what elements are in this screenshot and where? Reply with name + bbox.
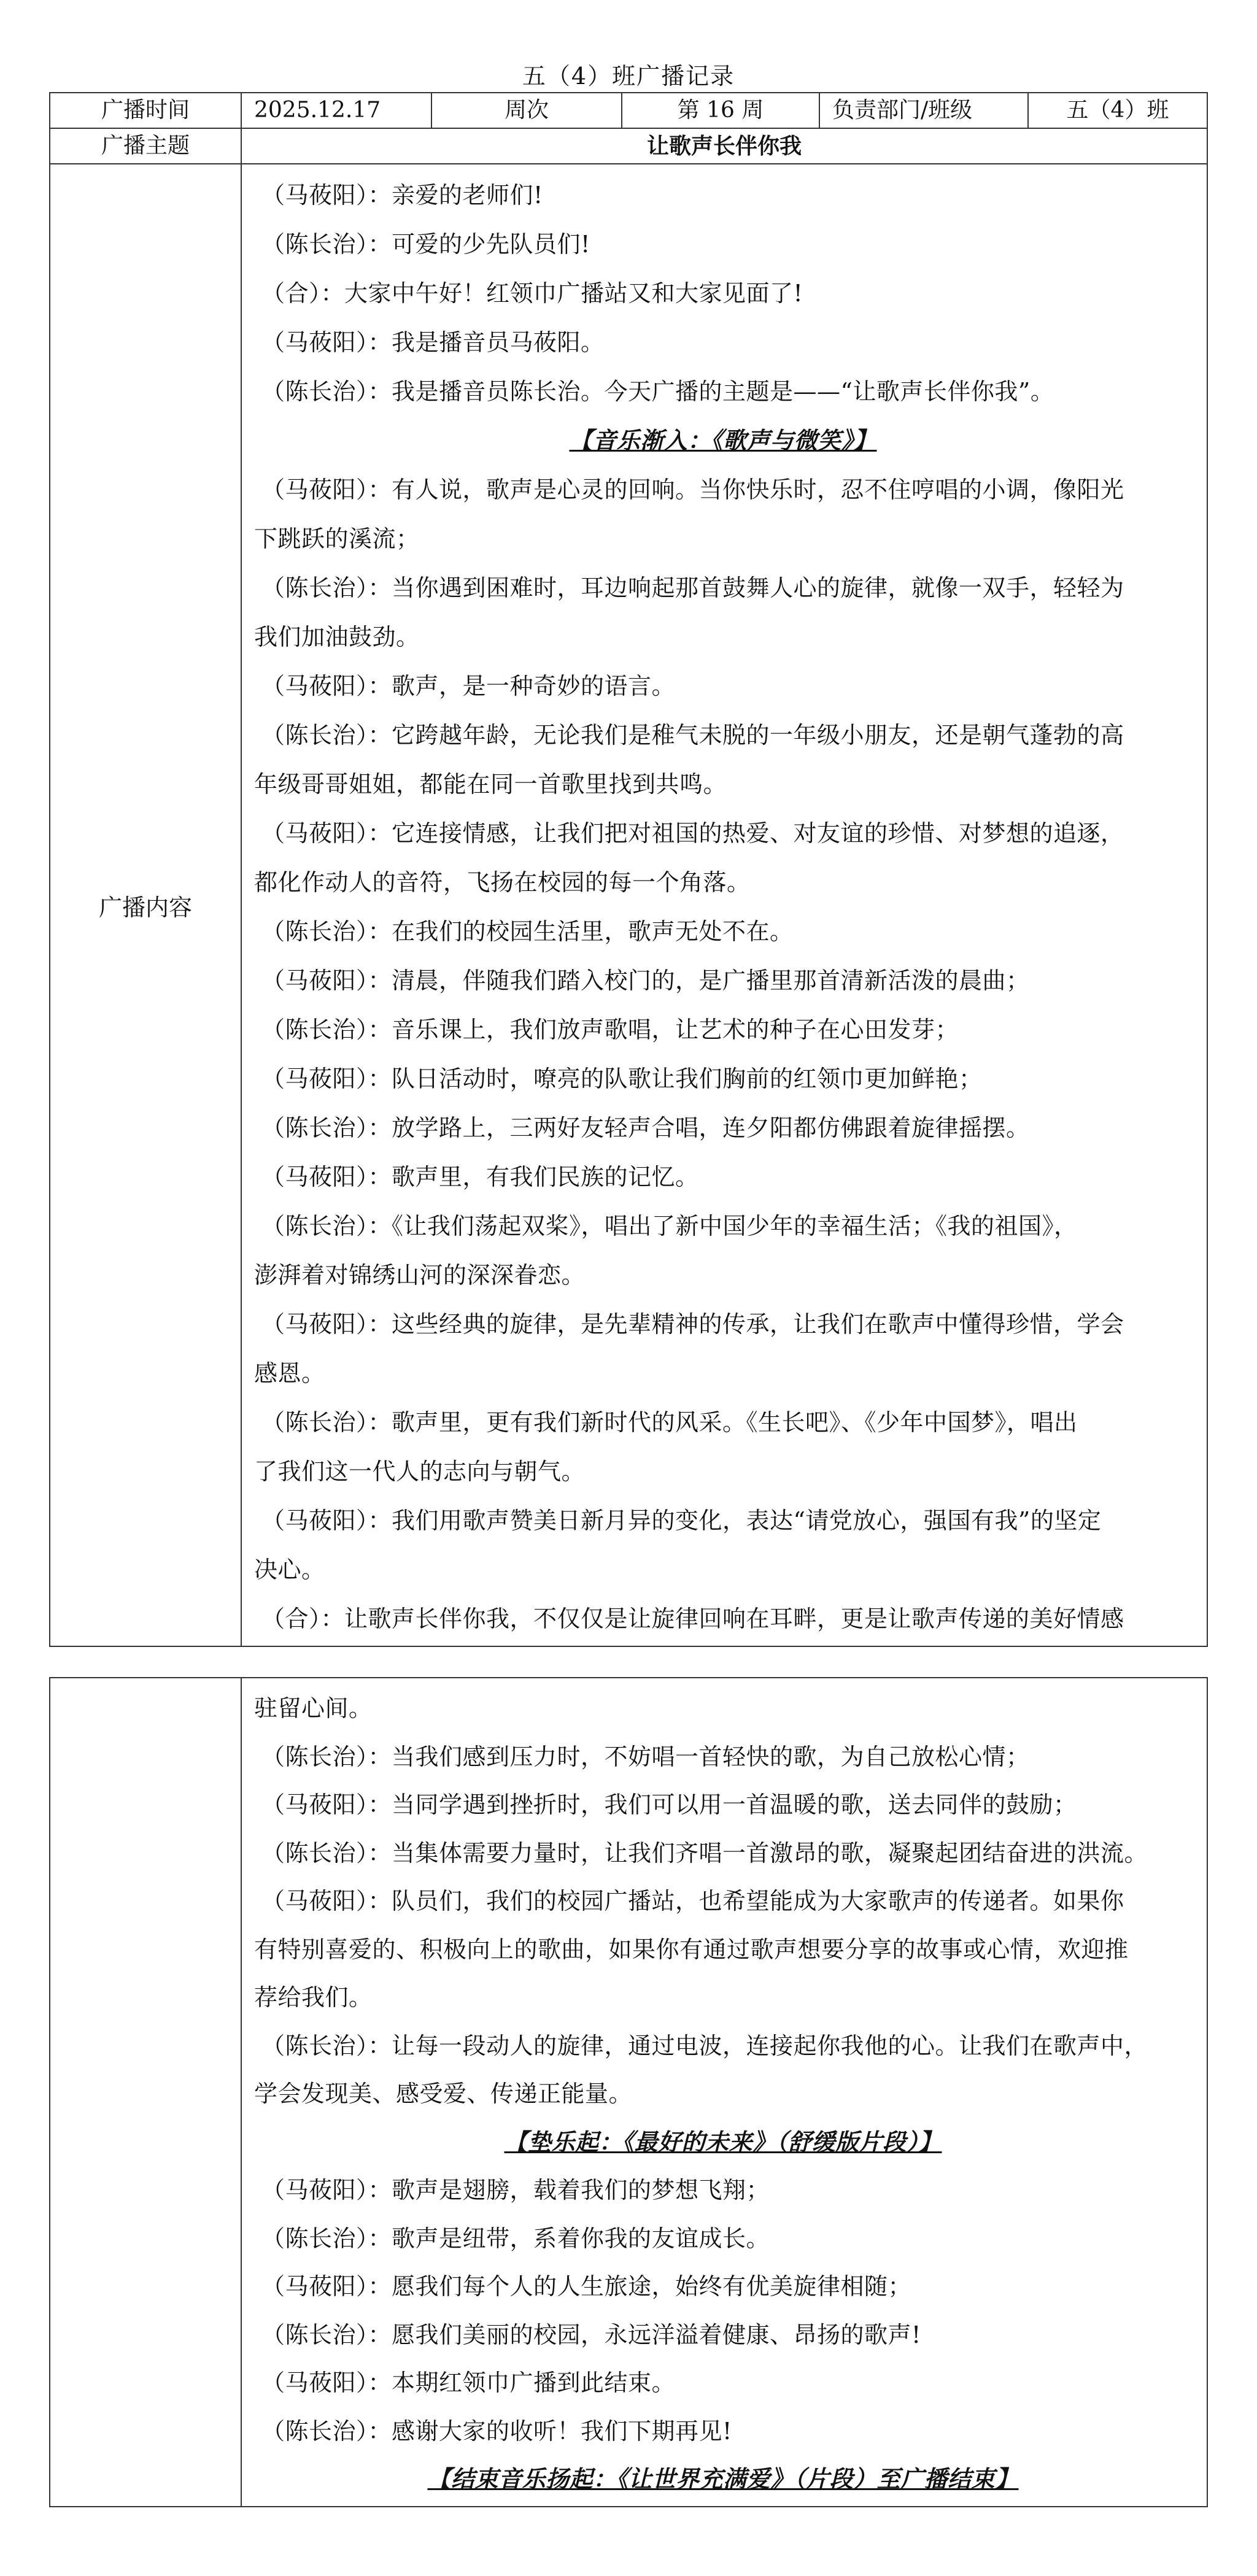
script-line: （陈长治）：《让我们荡起双桨》，唱出了新中国少年的幸福生活；《我的祖国》， bbox=[261, 1213, 1078, 1240]
script-line: 荐给我们。 bbox=[254, 1984, 373, 2011]
script-line: （陈长治）：当集体需要力量时，让我们齐唱一首激昂的歌，凝聚起团结奋进的洪流。 bbox=[261, 1839, 1148, 1867]
broadcast-record-table bbox=[49, 92, 1208, 1647]
script-line: （陈长治）：歌声里，更有我们新时代的风采。《生长吧》、《少年中国梦》，唱出 bbox=[261, 1409, 1078, 1436]
content-label-empty bbox=[50, 1678, 241, 2507]
content-row-continued bbox=[50, 1678, 1207, 2507]
script-line: 我们加油鼓劲。 bbox=[254, 623, 420, 650]
content-body-page1 bbox=[241, 164, 1207, 1646]
week-label: 周次 bbox=[431, 93, 622, 128]
script-line: （陈长治）：音乐课上，我们放声歌唱，让艺术的种子在心田发芽； bbox=[261, 1016, 959, 1043]
script-line: 了我们这一代人的志向与朝气。 bbox=[254, 1458, 586, 1485]
script-line: （马莜阳）：清晨，伴随我们踏入校门的，是广播里那首清新活泼的晨曲； bbox=[261, 967, 1030, 994]
content-row bbox=[50, 164, 1207, 1646]
theme-label: 广播主题 bbox=[50, 128, 241, 164]
script-line: （陈长治）：当我们感到压力时，不妨唱一首轻快的歌，为自己放松心情； bbox=[261, 1743, 1030, 1770]
script-line: （合）：大家中午好！红领巾广播站又和大家见面了! bbox=[261, 280, 803, 307]
broadcast-record-table-continued bbox=[49, 1677, 1208, 2507]
script-line: 下跳跃的溪流； bbox=[254, 525, 420, 552]
script-line: （陈长治）：感谢大家的收听！我们下期再见! bbox=[261, 2417, 732, 2445]
script-line: （马莜阳）：亲爱的老师们! bbox=[261, 182, 543, 209]
week-value: 第 16 周 bbox=[622, 93, 819, 128]
script-line: （陈长治）：我是播音员陈长治。今天广播的主题是——“让歌声长伴你我”。 bbox=[261, 378, 1054, 405]
script-line: （陈长治）：当你遇到困难时，耳边响起那首鼓舞人心的旋律，就像一双手，轻轻为 bbox=[261, 574, 1124, 601]
script-line: （马莜阳）：歌声是翅膀，载着我们的梦想飞翔； bbox=[261, 2177, 770, 2204]
script-line: （马莜阳）：有人说，歌声是心灵的回响。当你快乐时，忍不住哼唱的小调，像阳光 bbox=[261, 476, 1124, 503]
script-line: （合）：让歌声长伴你我，不仅仅是让旋律回响在耳畔，更是让歌声传递的美好情感 bbox=[261, 1605, 1124, 1632]
theme-value: 让歌声长伴你我 bbox=[241, 128, 1207, 164]
music-cue: 【结束音乐扬起：《让世界充满爱》（片段）至广播结束】 bbox=[427, 2465, 1019, 2493]
script-line: （陈长治）：愿我们美丽的校园，永远洋溢着健康、昂扬的歌声! bbox=[261, 2321, 921, 2348]
content-body-page2 bbox=[241, 1678, 1207, 2507]
script-line: 驻留心间。 bbox=[254, 1695, 373, 1722]
script-line: （陈长治）：在我们的校园生活里，歌声无处不在。 bbox=[261, 918, 794, 945]
script-line: （马莜阳）：歌声里，有我们民族的记忆。 bbox=[261, 1163, 699, 1190]
document-title: 五（4）班广播记录 bbox=[522, 63, 735, 90]
script-line: （陈长治）：放学路上，三两好友轻声合唱，连夕阳都仿佛跟着旋律摇摆。 bbox=[261, 1114, 1030, 1141]
dept-label: 负责部门/班级 bbox=[819, 93, 1028, 128]
script-line: （陈长治）：它跨越年龄，无论我们是稚气未脱的一年级小朋友，还是朝气蓬勃的高 bbox=[261, 722, 1124, 749]
script-line: 都化作动人的音符，飞扬在校园的每一个角落。 bbox=[254, 869, 751, 896]
script-line: （陈长治）：歌声是纽带，系着你我的友谊成长。 bbox=[261, 2224, 770, 2252]
time-value: 2025.12.17 bbox=[241, 93, 431, 128]
script-line: 决心。 bbox=[254, 1556, 325, 1583]
script-line: 年级哥哥姐姐，都能在同一首歌里找到共鸣。 bbox=[254, 771, 727, 798]
script-line: （陈长治）：可爱的少先队员们! bbox=[261, 231, 590, 258]
music-cue: 【音乐渐入：《歌声与微笑》】 bbox=[569, 426, 877, 454]
script-line: 学会发现美、感受爱、传递正能量。 bbox=[254, 2080, 633, 2107]
script-line: （马莜阳）：当同学遇到挫折时，我们可以用一首温暖的歌，送去同伴的鼓励； bbox=[261, 1791, 1077, 1818]
script-line: （马莜阳）：愿我们每个人的人生旅途，始终有优美旋律相随； bbox=[261, 2273, 912, 2300]
script-line: 感恩。 bbox=[254, 1360, 325, 1387]
script-line: （马莜阳）：它连接情感，让我们把对祖国的热爱、对友谊的珍惜、对梦想的追逐， bbox=[261, 820, 1124, 847]
time-label: 广播时间 bbox=[50, 93, 241, 128]
script-line: （马莜阳）：我们用歌声赞美日新月异的变化，表达“请党放心，强国有我”的坚定 bbox=[261, 1507, 1102, 1534]
music-cue: 【垫乐起：《最好的未来》（舒缓版片段）】 bbox=[504, 2127, 942, 2156]
script-line: （马莜阳）：我是播音员马莜阳。 bbox=[261, 329, 605, 356]
script-line: 有特别喜爱的、积极向上的歌曲，如果你有通过歌声想要分享的故事或心情，欢迎推 bbox=[254, 1935, 1129, 1963]
script-line: （陈长治）：让每一段动人的旋律，通过电波，连接起你我他的心。让我们在歌声中， bbox=[261, 2032, 1148, 2059]
dept-value: 五（4）班 bbox=[1028, 93, 1207, 128]
script-line: （马莜阳）：歌声，是一种奇妙的语言。 bbox=[261, 673, 676, 700]
script-line: （马莜阳）：这些经典的旋律，是先辈精神的传承，让我们在歌声中懂得珍惜，学会 bbox=[261, 1311, 1124, 1338]
script-line: （马莜阳）：本期红领巾广播到此结束。 bbox=[261, 2369, 676, 2396]
header-row-theme bbox=[50, 128, 1207, 164]
header-row-time bbox=[50, 93, 1207, 128]
script-line: （马莜阳）：队日活动时，嘹亮的队歌让我们胸前的红领巾更加鲜艳； bbox=[261, 1065, 983, 1092]
script-line: 澎湃着对锦绣山河的深深眷恋。 bbox=[254, 1262, 586, 1289]
script-line: （马莜阳）：队员们，我们的校园广播站，也希望能成为大家歌声的传递者。如果你 bbox=[261, 1888, 1124, 1915]
content-label: 广播内容 bbox=[50, 164, 241, 1646]
